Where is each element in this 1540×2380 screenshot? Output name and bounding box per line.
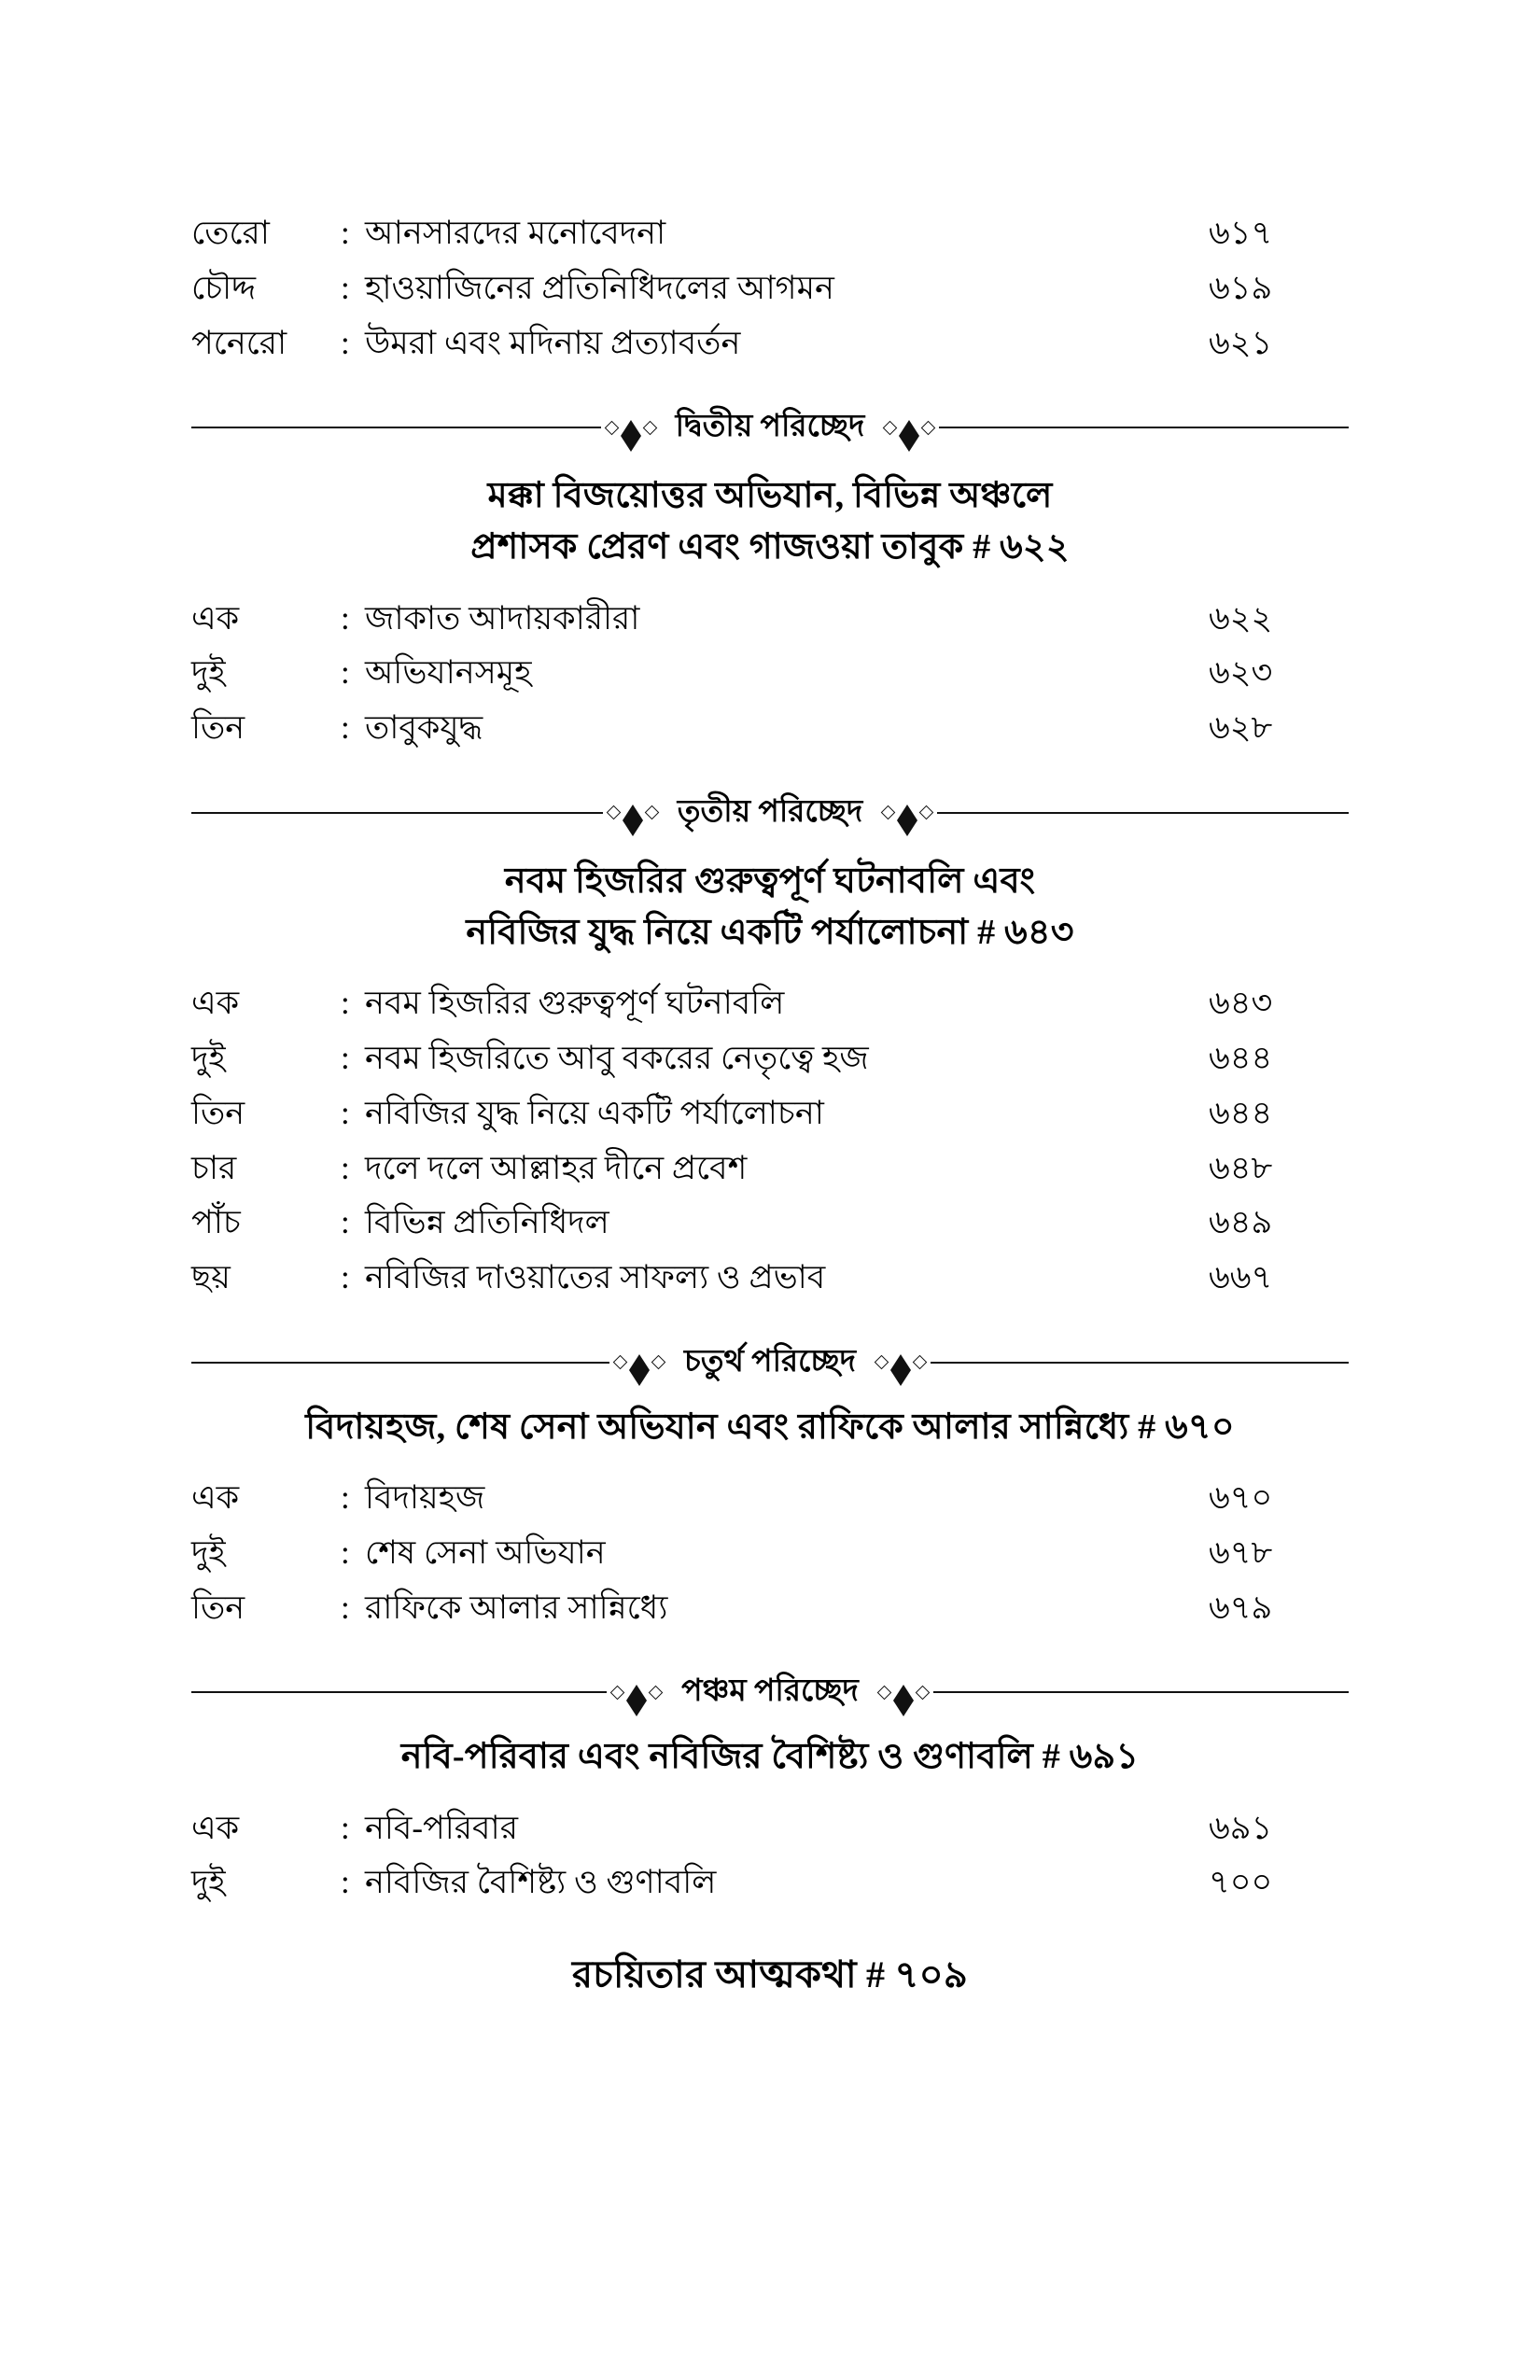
section-divider — [191, 1666, 1349, 1718]
entry-title: আনসারদের মনোবেদনা — [365, 215, 666, 251]
table-row[interactable] — [191, 1862, 1349, 1904]
entry-number: দুই — [191, 1864, 226, 1901]
entry-page: ৬৪৯ — [1209, 1204, 1273, 1241]
entry-number: পনেরো — [191, 324, 287, 361]
entry-page: ৬৬৭ — [1209, 1259, 1273, 1296]
entry-colon: : — [341, 215, 350, 251]
entry-colon: : — [341, 599, 350, 637]
chapter-label: পঞ্চম পরিচ্ছেদ — [681, 1674, 859, 1709]
entry-number: দুই — [191, 654, 226, 692]
entry-title: নবিজির বৈশিষ্ট্য ও গুণাবলি — [365, 1864, 717, 1901]
toc-group-section-5 — [191, 1808, 1349, 1905]
entry-number: তিন — [191, 1589, 245, 1626]
table-row[interactable] — [191, 983, 1349, 1025]
entry-colon: : — [341, 1094, 350, 1131]
entry-colon: : — [341, 1259, 350, 1296]
section-heading — [191, 470, 1349, 573]
toc-group-section-4 — [191, 1477, 1349, 1629]
chapter-label: দ্বিতীয় পরিচ্ছেদ — [675, 410, 865, 444]
section-heading-line: নবিজির যুদ্ধ নিয়ে একটি পর্যালোচনা # ৬৪৩ — [466, 913, 1074, 953]
entry-title: নবিজির দাওয়াতের সাফল্য ও প্রভাব — [365, 1259, 826, 1296]
entry-colon: : — [341, 1039, 350, 1076]
small-diamond-icon — [613, 1355, 628, 1370]
entry-page: ৬৪৪ — [1209, 1094, 1273, 1131]
toc-group-top — [191, 213, 1349, 364]
entry-page: ৬২৩ — [1209, 654, 1273, 692]
entry-title: বিদায়হজ — [365, 1479, 485, 1517]
table-row[interactable] — [191, 1533, 1349, 1575]
entry-number: পাঁচ — [191, 1204, 241, 1241]
table-row[interactable] — [191, 1148, 1349, 1190]
table-row[interactable] — [191, 598, 1349, 640]
entry-colon: : — [341, 985, 350, 1022]
entry-colon: : — [341, 1589, 350, 1626]
small-diamond-icon — [877, 1686, 892, 1701]
entry-page: ৭০০ — [1209, 1864, 1273, 1901]
entry-number: এক — [191, 1809, 240, 1846]
large-diamond-icon — [897, 805, 917, 820]
toc-group-section-2 — [191, 598, 1349, 749]
entry-number: দুই — [191, 1039, 226, 1076]
table-row[interactable] — [191, 1202, 1349, 1244]
diamond-ornament-right — [877, 805, 937, 820]
entry-page: ৬৯১ — [1209, 1809, 1273, 1846]
diamond-ornament-left — [601, 420, 661, 436]
chapter-label: তৃতীয় পরিচ্ছেদ — [677, 794, 863, 829]
small-diamond-icon — [875, 1355, 889, 1370]
entry-number: এক — [191, 1479, 240, 1517]
entry-page: ৬১৯ — [1209, 269, 1273, 306]
entry-page: ৬২৮ — [1209, 709, 1273, 747]
table-row[interactable] — [191, 1257, 1349, 1299]
section-heading — [191, 856, 1349, 959]
entry-page: ৬৭৮ — [1209, 1533, 1273, 1571]
entry-title: শেষ সেনা অভিযান — [365, 1533, 606, 1571]
entry-page: ৬৪৮ — [1209, 1149, 1273, 1186]
entry-number: এক — [191, 985, 240, 1022]
divider-rule-left — [191, 1691, 607, 1693]
entry-colon: : — [341, 1533, 350, 1571]
small-diamond-icon — [610, 1686, 625, 1701]
table-row[interactable] — [191, 1808, 1349, 1850]
section-divider — [191, 1337, 1349, 1389]
entry-page: ৬৪৩ — [1209, 985, 1273, 1022]
divider-rule-right — [937, 812, 1349, 814]
section-divider — [191, 401, 1349, 454]
large-diamond-icon — [621, 420, 641, 436]
entry-title: রাফিকে আলার সান্নিধ্যে — [365, 1589, 668, 1626]
entry-colon: : — [341, 1864, 350, 1901]
entry-colon: : — [341, 324, 350, 361]
diamond-ornament-left — [607, 1685, 666, 1701]
divider-rule-left — [191, 812, 603, 814]
entry-page: ৬৭৯ — [1209, 1589, 1273, 1626]
entry-colon: : — [341, 709, 350, 747]
small-diamond-icon — [606, 805, 621, 820]
small-diamond-icon — [921, 421, 936, 436]
large-diamond-icon — [893, 1685, 914, 1701]
large-diamond-icon — [890, 1354, 911, 1370]
small-diamond-icon — [651, 1355, 666, 1370]
entry-colon: : — [341, 1479, 350, 1517]
entry-page: ৬১৭ — [1209, 215, 1273, 251]
entry-number: তিন — [191, 709, 245, 747]
toc-group-section-3 — [191, 983, 1349, 1299]
divider-rule-right — [933, 1691, 1349, 1693]
divider-rule-right — [931, 1362, 1349, 1364]
entry-number: চার — [191, 1149, 237, 1186]
small-diamond-icon — [881, 805, 896, 820]
section-heading-line: বিদায়হজ, শেষ সেনা অভিযান এবং রাফিকে আলার সান্নিধ্যে # ৬৭০ — [305, 1407, 1235, 1447]
table-row[interactable] — [191, 268, 1349, 310]
entry-title: নবি-পরিবার — [365, 1809, 518, 1846]
entry-title: উমরা এবং মদিনায় প্রত্যাবর্তন — [365, 324, 741, 361]
entry-title: হাওয়াজিনের প্রতিনিধিদলের আগমন — [365, 269, 834, 306]
entry-number: তেরো — [191, 215, 270, 251]
large-diamond-icon — [899, 420, 919, 436]
diamond-ornament-left — [609, 1354, 669, 1370]
final-heading: রচয়িতার আত্মকথা # ৭০৯ — [571, 1953, 969, 1996]
diamond-ornament-right — [871, 1354, 931, 1370]
small-diamond-icon — [642, 421, 657, 436]
section-heading — [191, 1731, 1349, 1783]
table-row[interactable] — [191, 1588, 1349, 1630]
entry-title: বিভিন্ন প্রতিনিধিদল — [365, 1204, 609, 1241]
table-row[interactable] — [191, 707, 1349, 749]
table-row[interactable] — [191, 1093, 1349, 1135]
small-diamond-icon — [604, 421, 619, 436]
small-diamond-icon — [883, 421, 898, 436]
small-diamond-icon — [916, 1686, 931, 1701]
divider-rule-right — [939, 427, 1349, 428]
small-diamond-icon — [913, 1355, 928, 1370]
toc-content — [191, 213, 1349, 2008]
entry-colon: : — [341, 654, 350, 692]
diamond-ornament-right — [879, 420, 939, 436]
section-heading — [191, 1402, 1349, 1453]
entry-number: এক — [191, 599, 240, 637]
diamond-ornament-right — [874, 1685, 933, 1701]
table-row[interactable] — [191, 1477, 1349, 1519]
entry-colon: : — [341, 1204, 350, 1241]
entry-number: তিন — [191, 1094, 245, 1131]
chapter-label: চতুর্থ পরিচ্ছেদ — [683, 1344, 857, 1379]
entry-page: ৬২২ — [1209, 599, 1273, 637]
diamond-ornament-left — [603, 805, 663, 820]
section-heading-line: প্রশাসক প্রেরণ এবং গাজওয়া তাবুক # ৬২২ — [470, 527, 1070, 567]
entry-number: দুই — [191, 1533, 226, 1571]
entry-title: তাবুকযুদ্ধ — [365, 709, 483, 747]
entry-colon: : — [341, 269, 350, 306]
entry-title: অভিযানসমূহ — [365, 654, 532, 692]
small-diamond-icon — [649, 1686, 664, 1701]
entry-page: ৬৪৪ — [1209, 1039, 1273, 1076]
section-heading-line: মক্কা বিজয়োত্তর অভিযান, বিভিন্ন অঞ্চলে — [487, 476, 1053, 516]
entry-title: নবিজির যুদ্ধ নিয়ে একটি পর্যালোচনা — [365, 1094, 824, 1131]
large-diamond-icon — [626, 1685, 647, 1701]
large-diamond-icon — [623, 805, 643, 820]
section-heading-line: নবি-পরিবার এবং নবিজির বৈশিষ্ট্য ও গুণাবলি # ৬৯১ — [400, 1737, 1140, 1777]
entry-title: জাকাত আদায়কারীরা — [365, 599, 640, 637]
divider-rule-left — [191, 427, 601, 428]
entry-colon: : — [341, 1809, 350, 1846]
section-divider — [191, 787, 1349, 839]
entry-title: নবম হিজরির গুরুত্বপূর্ণ ঘটনাবলি — [365, 985, 785, 1022]
entry-title: নবম হিজরিতে আবু বকরের নেতৃত্বে হজ — [365, 1039, 869, 1076]
entry-number: ছয় — [191, 1259, 231, 1296]
entry-page: ৬৭০ — [1209, 1479, 1273, 1517]
small-diamond-icon — [644, 805, 659, 820]
table-row[interactable] — [191, 323, 1349, 365]
small-diamond-icon — [919, 805, 934, 820]
table-row[interactable] — [191, 1038, 1349, 1080]
table-row[interactable] — [191, 652, 1349, 694]
large-diamond-icon — [629, 1354, 650, 1370]
entry-title: দলে দলে আল্লাহর দীনে প্রবেশ — [365, 1149, 748, 1186]
entry-page: ৬২১ — [1209, 324, 1273, 361]
table-row[interactable] — [191, 213, 1349, 255]
entry-colon: : — [341, 1149, 350, 1186]
divider-rule-left — [191, 1362, 609, 1364]
entry-number: চৌদ্দ — [191, 269, 256, 306]
section-heading-line: নবম হিজরির গুরুত্বপূর্ণ ঘটনাবলি এবং — [504, 861, 1036, 901]
